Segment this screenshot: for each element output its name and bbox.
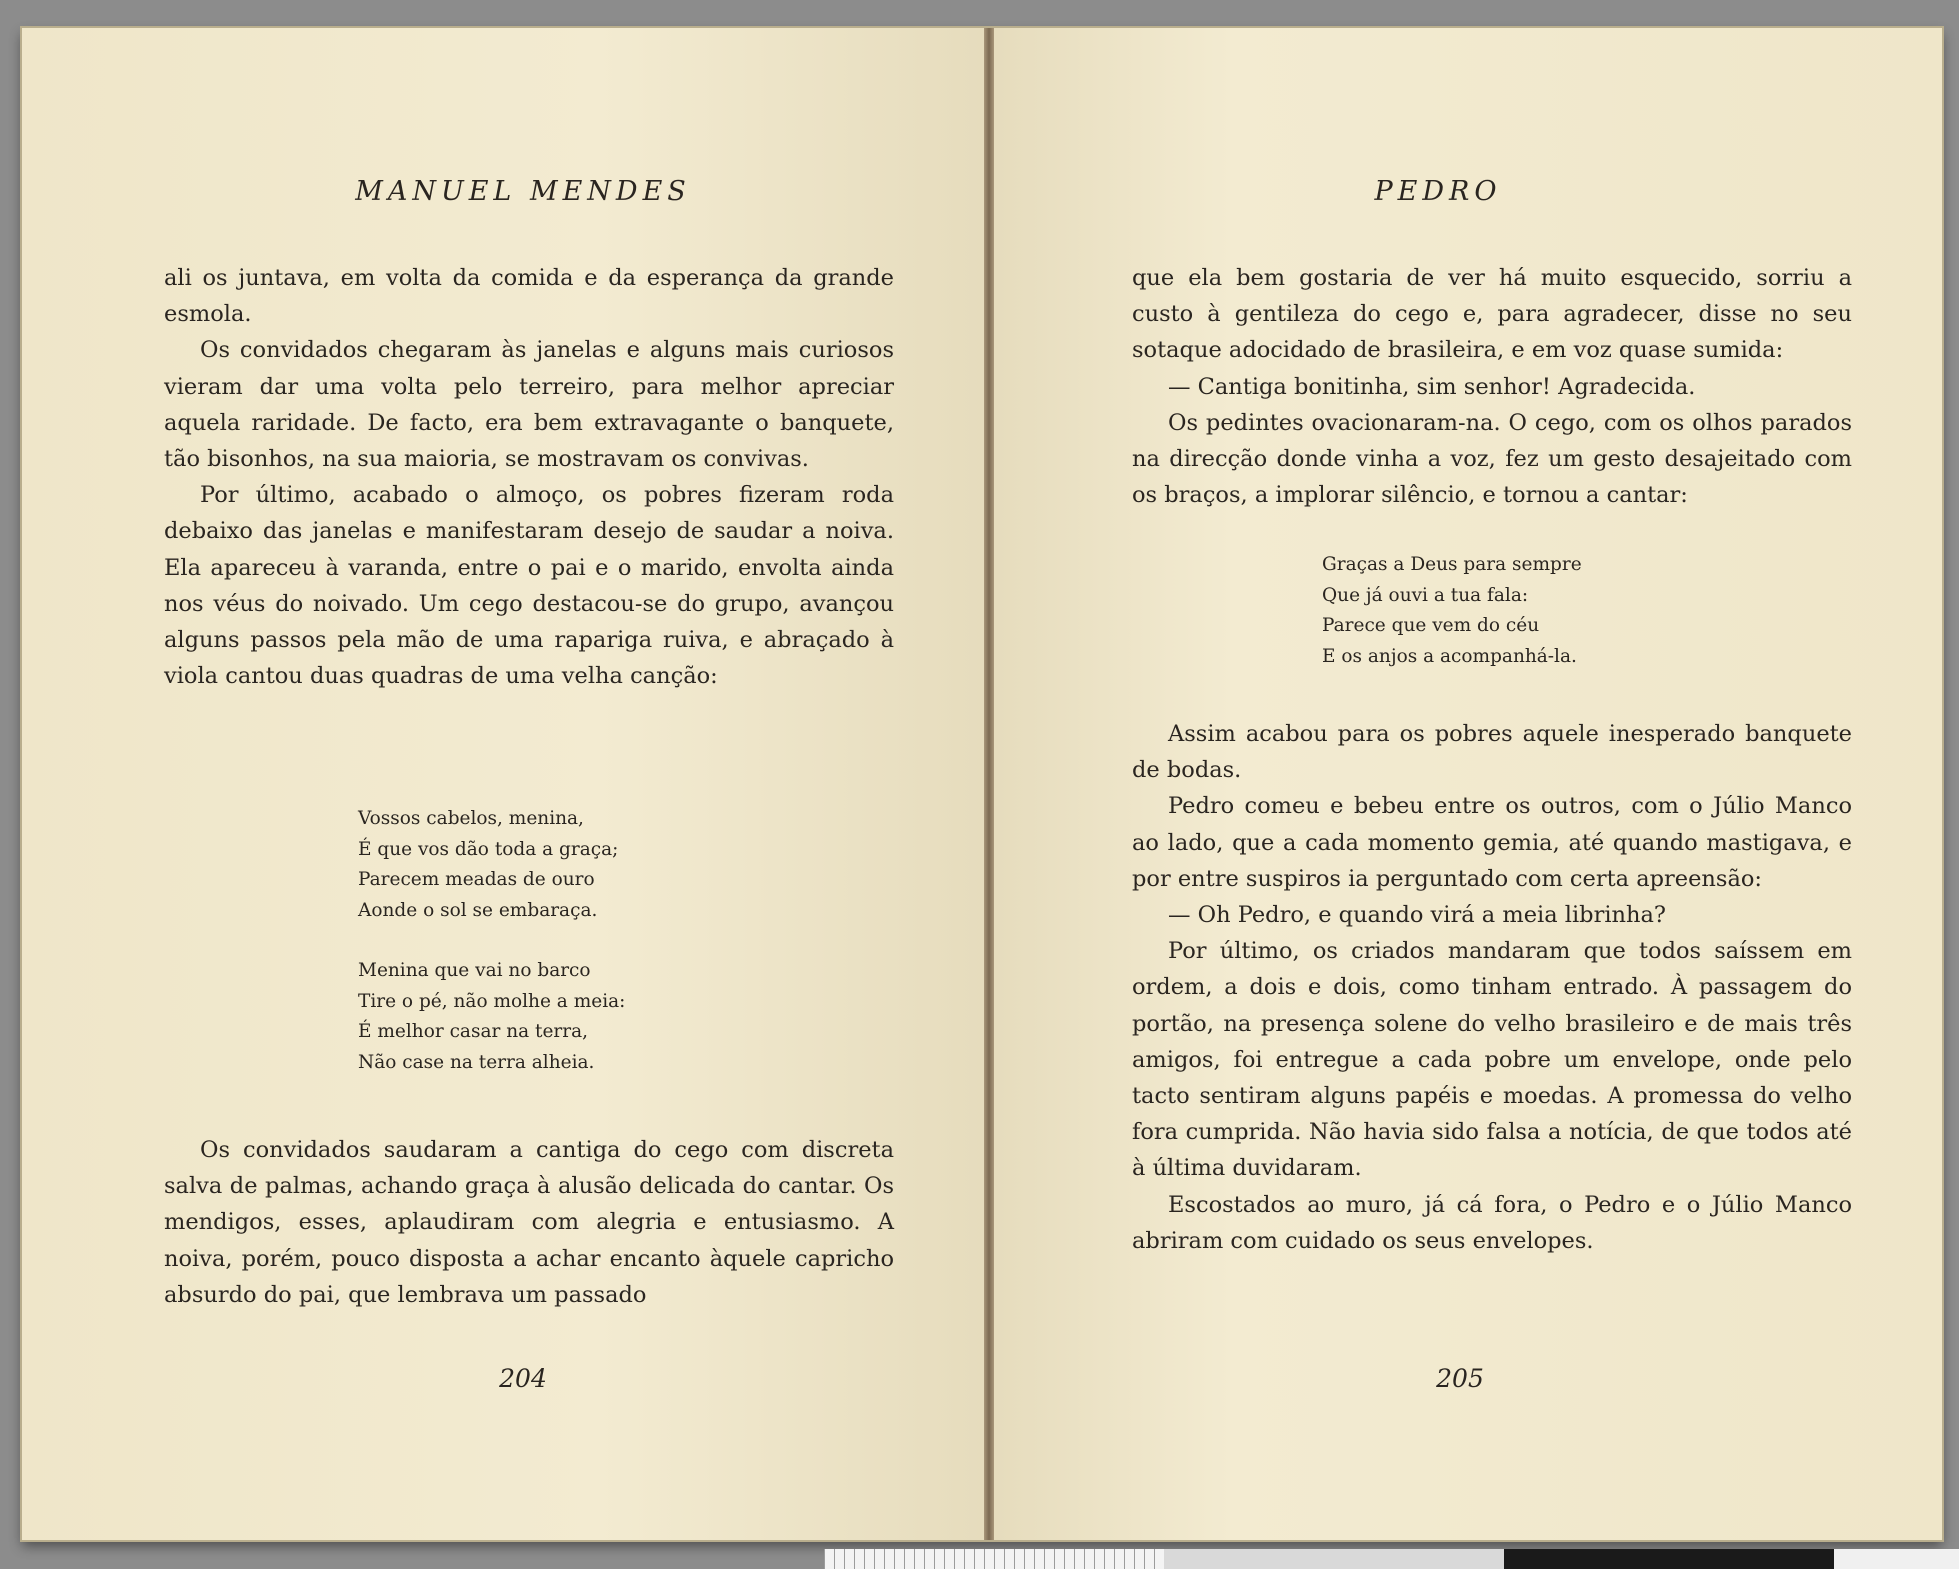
running-head-left: MANUEL MENDES (355, 176, 691, 207)
paragraph: Os convidados saudaram a cantiga do cego com discreta salva de palmas, achando graça à alusão delicada do cantar. Os mendigos, esses, aplaudiram com alegria e entusiasmo. A noiva, porém, pouco disposta a achar encanto àquele capricho absurdo do pai, que lembrava um passado (164, 1137, 894, 1308)
paragraph: Escostados ao muro, já cá fora, o Pedro e o Júlio Manco abriram com cuidado os seus envelopes. (1132, 1191, 1852, 1254)
running-head-right: PEDRO (1374, 176, 1502, 207)
verse-stanza-2 (358, 956, 625, 1078)
verse-line: É que vos dão toda a graça; (358, 838, 619, 860)
book-spread (22, 28, 1942, 1540)
white-patch (1834, 1549, 1959, 1569)
paragraph: — Oh Pedro, e quando virá a meia librinha? (1168, 902, 1666, 929)
page-number-right: 205 (1436, 1364, 1484, 1393)
left-page (22, 28, 984, 1540)
right-body-bottom (1132, 716, 1852, 1259)
paragraph: que ela bem gostaria de ver há muito esquecido, sorriu a custo à gentileza do cego e, para agradecer, disse no seu sotaque adocidado de brasileira, e em voz quase sumida: (1132, 265, 1852, 364)
verse-line: Tire o pé, não molhe a meia: (358, 990, 626, 1012)
verse-line: E os anjos a acompanhá-la. (1322, 645, 1577, 667)
left-body-bottom (164, 1132, 894, 1313)
verse-line: É melhor casar na terra, (358, 1021, 589, 1042)
gray-patch (1164, 1549, 1504, 1569)
paragraph: ali os juntava, em volta da comida e da esperança da grande esmola. (164, 265, 894, 328)
gutter (984, 28, 994, 1540)
ruler-ticks (824, 1549, 1164, 1569)
paragraph: Por último, os criados mandaram que todos saíssem em ordem, a dois e dois, como tinham entrado. À passagem do portão, na presença solene do velho brasileiro e de mais três amigos, foi entregue a cada pobre um envelope, onde pelo tacto sentiram alguns papéis e moedas. A promessa do velho fora cumprida. Não havia sido falsa a notícia, de que todos até à última duvidaram. (1132, 938, 1852, 1182)
verse-line: Que já ouvi a tua fala: (1322, 584, 1529, 606)
verse-stanza (1322, 550, 1582, 672)
paragraph: — Cantiga bonitinha, sim senhor! Agradecida. (1168, 373, 1696, 400)
verse-line: Graças a Deus para sempre (1322, 554, 1582, 575)
paragraph: Assim acabou para os pobres aquele inesperado banquete de bodas. (1132, 721, 1852, 784)
left-body-top (164, 260, 894, 694)
right-body-top (1132, 260, 1852, 513)
verse-line: Vossos cabelos, menina, (358, 808, 584, 829)
verse-line: Não case na terra alheia. (358, 1051, 595, 1073)
paragraph: Os pedintes ovacionaram-na. O cego, com os olhos parados na direcção donde vinha a voz, fez um gesto desajeitado com os braços, a implorar silêncio, e tornou a cantar: (1132, 409, 1852, 509)
black-patch (1504, 1549, 1834, 1569)
page-number-left: 204 (499, 1364, 547, 1393)
paragraph: Os convidados chegaram às janelas e alguns mais curiosos vieram dar uma volta pelo terreiro, para melhor apreciar aquela raridade. De facto, era bem extravagante o banquete, tão bisonhos, na sua maioria, se mostravam os convivas. (164, 337, 894, 473)
verse-line: Menina que vai no barco (358, 960, 591, 981)
right-page (994, 28, 1942, 1540)
verse-stanza-1 (358, 804, 618, 926)
verse-line: Aonde o sol se embaraça. (358, 899, 598, 921)
paragraph: Por último, acabado o almoço, os pobres fizeram roda debaixo das janelas e manifestaram desejo de saudar a noiva. Ela apareceu à varanda, entre o pai e o marido, envolta ainda nos véus do noivado. Um cego destacou-se do grupo, avançou alguns passos pela mão de uma rapariga ruiva, e abraçado à viola cantou duas quadras de uma velha canção: (164, 482, 894, 690)
color-calibration-ruler (824, 1549, 1959, 1569)
verse-line: Parecem meadas de ouro (358, 869, 595, 890)
paragraph: Pedro comeu e bebeu entre os outros, com o Júlio Manco ao lado, que a cada momento gemia, até quando mastigava, e por entre suspiros ia perguntado com certa apreensão: (1132, 793, 1852, 892)
verse-line: Parece que vem do céu (1322, 615, 1540, 636)
